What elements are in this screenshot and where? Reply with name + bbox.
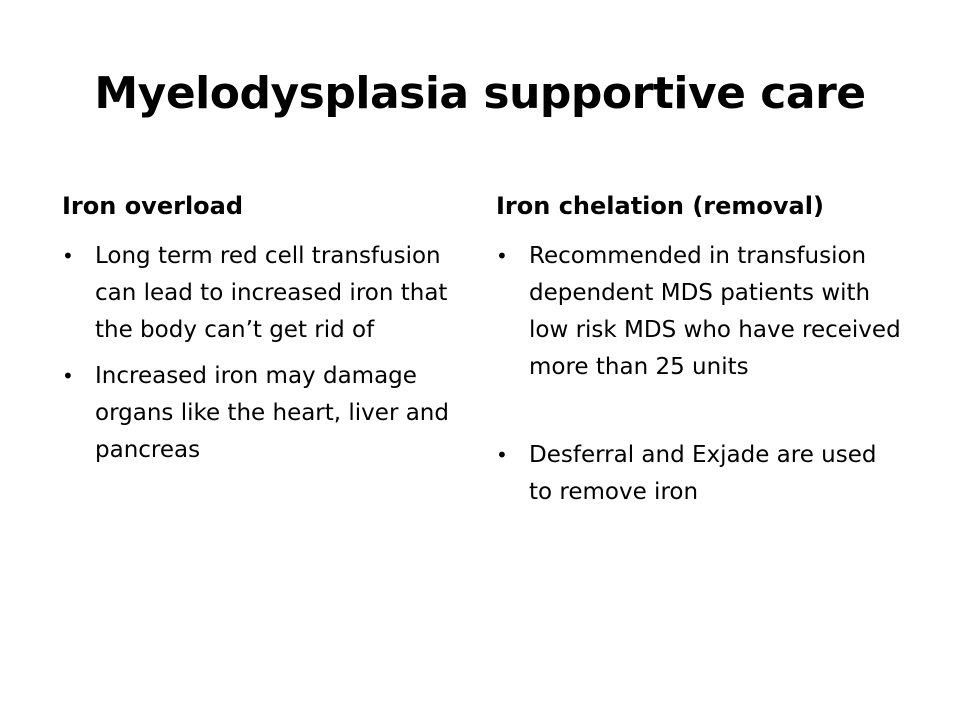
left-bullet-list: [62, 238, 472, 469]
bullet-text: Long term red cell transfusion can lead to increased iron that the body can’t get rid of: [95, 243, 448, 343]
right-column-heading: Iron chelation (removal): [496, 192, 824, 220]
slide-title: Myelodysplasia supportive care: [94, 68, 866, 119]
left-column-heading: Iron overload: [62, 192, 244, 220]
bullet-item: [496, 238, 906, 386]
left-column: [62, 188, 472, 478]
bullet-item: [62, 358, 472, 469]
bullet-item: [62, 238, 472, 349]
bullet-item: [496, 437, 906, 511]
bullet-dot-icon: •: [62, 364, 74, 388]
bullet-spacer: [496, 395, 906, 437]
bullet-text: Desferral and Exjade are used to remove iron: [529, 442, 877, 505]
bullet-dot-icon: •: [496, 443, 508, 467]
bullet-dot-icon: •: [62, 244, 74, 268]
right-bullet-list: [496, 238, 906, 511]
bullet-text: Increased iron may damage organs like the heart, liver and pancreas: [95, 363, 449, 463]
bullet-text: Recommended in transfusion dependent MDS patients with low risk MDS who have received more than 25 units: [529, 243, 901, 380]
right-column: [496, 188, 906, 520]
bullet-dot-icon: •: [496, 244, 508, 268]
